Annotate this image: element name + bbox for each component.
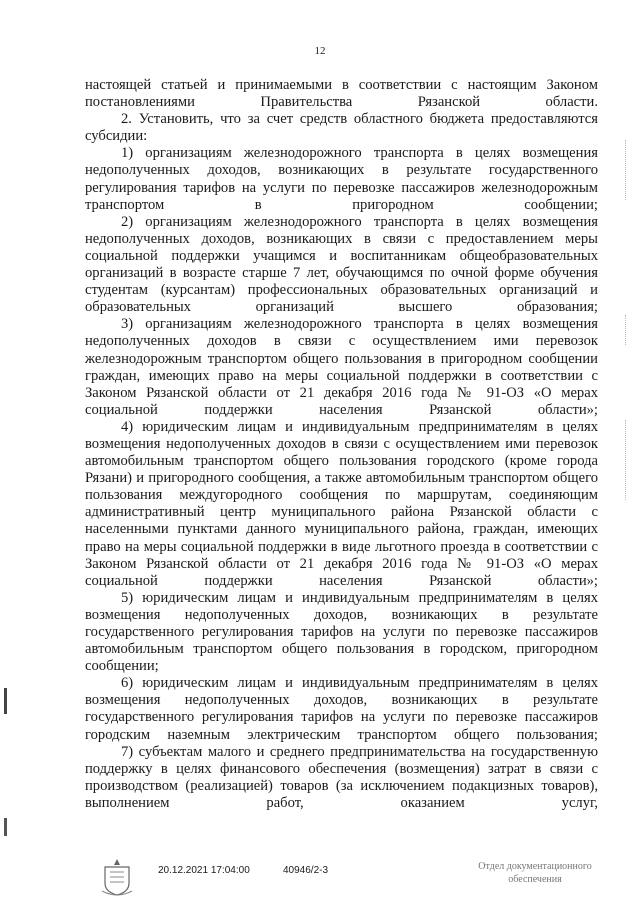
paragraph-subsidy-4: 4) юридическим лицам и индивидуальным предпринимателям в целях возмещения недополученных доходов в связи с осуществлением ими перевозок автомобильным транспортом общего пользования городского (кроме города Рязани) и пригородного сообщения, а также автомобильным транспортом общего пользования междугородного сообщения по маршрутам, соединяющим административный центр муниципального района Рязанской области с населенными пунктами данного муниципального района, граждан, имеющих право на меры социальной поддержки в виде льготного проезда в соответствии с Законом Рязанской области от 21 декабря 2016 года № 91-ОЗ «О мерах социальной поддержки населения Рязанской области»; (85, 418, 598, 589)
paragraph-subsidy-6: 6) юридическим лицам и индивидуальным предпринимателям в целях возмещения недополученных доходов, возникающих в результате государственного регулирования тарифов на услуги по перевозке пассажиров городским наземным электрическим транспортом общего пользования; (85, 675, 598, 743)
department-stamp (455, 860, 615, 886)
document-id: 40946/2-3 (283, 865, 329, 876)
timestamp: 20.12.2021 17:04:00 (158, 865, 250, 876)
paragraph-subsidy-3: 3) организациям железнодорожного транспорта в целях возмещения недополученных доходов в связи с осуществлением ими перевозок железнодорожным транспортом общего пользования в пригородном сообщении граждан, имеющих право на меры социальной поддержки в соответствии с Законом Рязанской области от 21 декабря 2016 года № 91-ОЗ «О мерах социальной поддержки населения Рязанской области»; (85, 316, 598, 418)
paragraph-subsidy-5: 5) юридическим лицам и индивидуальным предпринимателям в целях возмещения недополученных доходов, возникающих в результате государственного регулирования тарифов на услуги по перевозке пассажиров автомобильным транспортом общего пользования в городском, пригородном сообщении; (85, 589, 598, 675)
document-footer (0, 857, 640, 905)
coat-of-arms-icon (100, 857, 134, 902)
department-line-2: обеспечения (508, 874, 562, 885)
department-line-1: Отдел документационного (478, 861, 592, 872)
scan-mark (625, 140, 628, 200)
document-body (85, 77, 598, 812)
scan-mark (4, 688, 7, 714)
scan-mark (625, 315, 628, 345)
paragraph-subsidy-1: 1) организациям железнодорожного транспорта в целях возмещения недополученных доходов, возникающих в результате государственного регулирования тарифов на услуги по перевозке пассажиров железнодорожным транспортом в пригородном сообщении; (85, 145, 598, 213)
scan-mark (625, 420, 628, 500)
page-number: 12 (314, 45, 326, 57)
paragraph-subsidy-2: 2) организациям железнодорожного транспорта в целях возмещения недополученных доходов, возникающих в связи с предоставлением меры социальной поддержки учащимся и воспитанникам общеобразовательных организаций в возрасте старше 7 лет, обучающимся по очной форме обучения студентам (курсантам) профессиональных образовательных организаций и образовательных организаций высшего образования; (85, 213, 598, 316)
paragraph-item-2: 2. Установить, что за счет средств областного бюджета предоставляются субсидии: (85, 111, 598, 145)
paragraph-continuation: настоящей статьей и принимаемыми в соответствии с настоящим Законом постановлениями Правительства Рязанской области. (85, 77, 598, 111)
paragraph-subsidy-7: 7) субъектам малого и среднего предпринимательства на государственную поддержку в целях финансового обеспечения (возмещения) затрат в связи с производством (реализацией) товаров (за исключением подакцизных товаров), выполнением работ, оказанием услуг, (85, 743, 598, 811)
scan-mark (4, 818, 7, 836)
